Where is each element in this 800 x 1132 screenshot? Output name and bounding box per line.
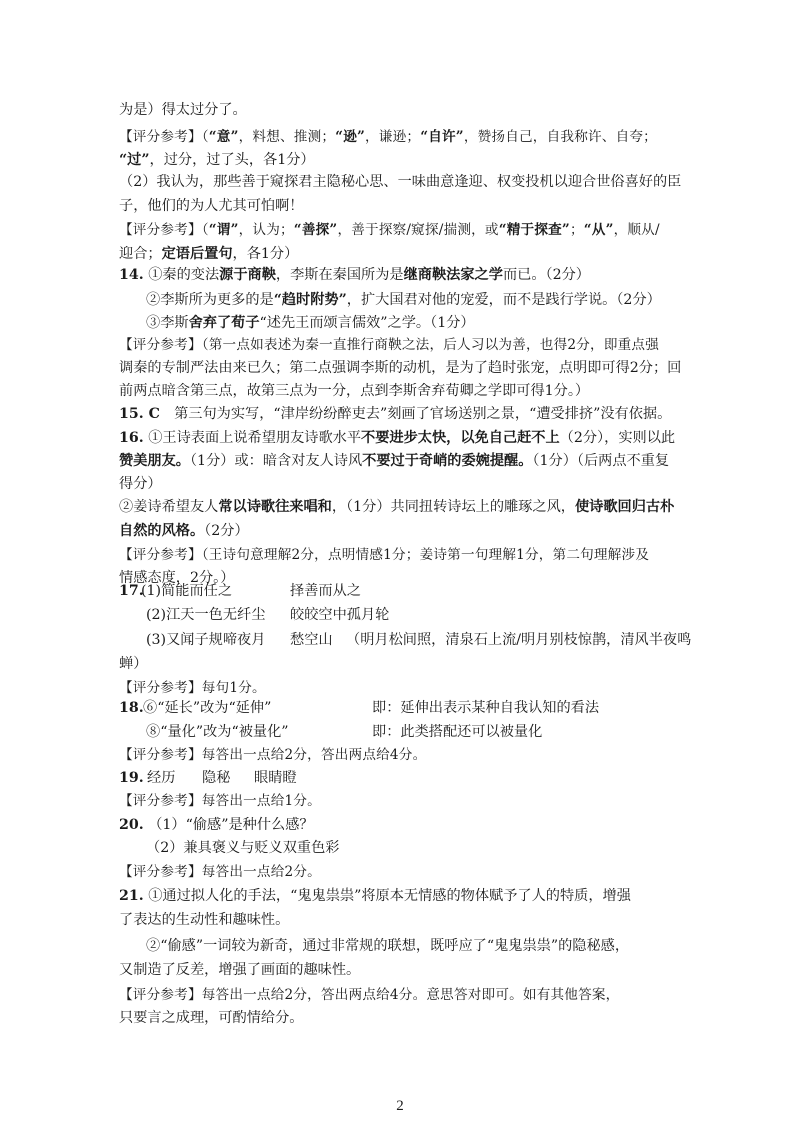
text-line bbox=[119, 497, 674, 517]
text-line bbox=[119, 910, 289, 930]
text-segment: 【评分参考】每答出一点给2分。 bbox=[119, 864, 321, 880]
text-segment: ，顺从/ bbox=[613, 222, 660, 238]
text-segment: 第三句为实写，“津岸纷纷醉吏去”刻画了官场送别之景，“遭受排挤”没有依据。 bbox=[159, 406, 672, 422]
text-segment: ②姜诗希望友人 bbox=[119, 499, 219, 515]
q17-r1-a: (1)简能而任之 bbox=[141, 583, 233, 599]
text-segment: 前两点暗含第三点，故第三点为一分，点到李斯舍弃荀卿之学即可得1分。） bbox=[119, 383, 590, 399]
bold-text-segment: 使诗歌回归古朴 bbox=[574, 499, 675, 515]
text-segment: ，料想、推测； bbox=[238, 129, 336, 145]
text-segment: 迎合； bbox=[119, 246, 162, 262]
text-line bbox=[119, 404, 671, 424]
bold-text-segment: “过” bbox=[119, 152, 150, 168]
text-line bbox=[146, 838, 339, 858]
text-segment: ，谦逊； bbox=[365, 129, 421, 145]
q19-word-2: 隐秘 bbox=[202, 770, 231, 786]
text-segment: 又制造了反差，增强了画面的趣味性。 bbox=[119, 962, 361, 978]
bold-text-segment: “精于探查” bbox=[498, 222, 570, 238]
bold-text-segment: “意” bbox=[208, 129, 239, 145]
page-number: 2 bbox=[396, 1098, 404, 1114]
q19-word-3: 眼睛瞪 bbox=[254, 770, 297, 786]
text-line bbox=[119, 220, 660, 240]
bold-text-segment: 20. bbox=[119, 817, 144, 833]
q18-r1-b: 即：延伸出表示某种自我认知的看法 bbox=[372, 700, 600, 716]
text-line bbox=[119, 745, 426, 765]
text-segment: 【评分参考】（王诗句意理解2分，点明情感1分；姜诗第一句理解1分，第二句理解涉及 bbox=[119, 547, 650, 563]
text-segment: ，赞扬自己，自我称许、自夸； bbox=[463, 129, 657, 145]
bold-text-segment: “善探” bbox=[293, 222, 338, 238]
text-segment: 而已。（2分） bbox=[502, 267, 590, 283]
text-segment: （2）我认为，那些善于窥探君主隐秘心思、一味曲意逢迎、权变投机以迎合世俗喜好的臣 bbox=[119, 174, 682, 190]
bold-text-segment: 14. bbox=[119, 267, 144, 283]
text-segment: ①秦的变法 bbox=[143, 267, 220, 283]
text-segment: ，认为； bbox=[238, 222, 294, 238]
q18-r1-a: ⑥“延长”改为“延伸” bbox=[143, 700, 272, 716]
bold-text-segment: “逊” bbox=[335, 129, 366, 145]
bold-text-segment: “从” bbox=[583, 222, 614, 238]
text-segment: ①王诗表面上说希望朋友诗歌水平 bbox=[143, 430, 362, 446]
bold-text-segment: 自然的风格。 bbox=[119, 523, 205, 539]
q17-r3-a: (3)又闻子规啼夜月 bbox=[146, 632, 266, 648]
bold-text-segment: 定语后置句 bbox=[161, 246, 233, 262]
bold-text-segment: 21. bbox=[119, 888, 144, 904]
text-line bbox=[119, 150, 315, 170]
text-line bbox=[119, 335, 659, 355]
bold-text-segment: 常以诗歌往来唱和 bbox=[218, 499, 332, 515]
text-line bbox=[119, 886, 631, 906]
text-segment: 为是）得太过分了。 bbox=[119, 102, 247, 118]
text-line bbox=[119, 678, 266, 698]
text-line bbox=[119, 654, 147, 674]
q17-r2-a: (2)江天一色无纤尘 bbox=[146, 607, 266, 623]
bold-text-segment: 源于商鞅 bbox=[219, 267, 276, 283]
text-segment: （2分） bbox=[204, 523, 249, 539]
text-segment: ，过分，过了头，各1分） bbox=[149, 152, 315, 168]
text-line bbox=[119, 791, 321, 811]
text-segment: （1分）（后两点不重复 bbox=[532, 453, 670, 469]
text-line bbox=[119, 545, 649, 565]
q17-r3-c: （明月松间照，清泉石上流/明月别枝惊鹊，清风半夜鸣 bbox=[346, 632, 692, 648]
text-segment: （2分），实则以此 bbox=[559, 430, 676, 446]
text-line bbox=[119, 381, 589, 401]
text-segment: 【评分参考】每答出一点给2分，答出两点给4分。意思答对即可。如有其他答案， bbox=[119, 987, 620, 1003]
text-segment: 得分） bbox=[119, 476, 162, 492]
text-segment: ，扩大国君对他的宠爱，而不是践行学说。（2分） bbox=[346, 292, 661, 308]
text-line bbox=[119, 960, 360, 980]
text-line bbox=[119, 100, 247, 120]
text-segment: 子，他们的为人尤其可怕啊！ bbox=[119, 198, 304, 214]
text-line bbox=[119, 815, 314, 835]
text-segment: （2）兼具褒义与贬义双重色彩 bbox=[146, 840, 340, 856]
text-segment: ，（1分）共同扭转诗坛上的雕琢之风， bbox=[331, 499, 575, 515]
text-line bbox=[146, 936, 629, 956]
q18-number: 18. bbox=[119, 700, 144, 716]
text-segment: 蝉） bbox=[119, 656, 148, 672]
text-segment: （1）“偷感”是种什么感？ bbox=[143, 817, 314, 833]
bold-text-segment: 赞美朋友。 bbox=[119, 453, 190, 469]
text-segment: ； bbox=[569, 222, 584, 238]
text-segment: 【评分参考】每答出一点给1分。 bbox=[119, 793, 321, 809]
bold-text-segment: “趋时附势” bbox=[273, 292, 347, 308]
text-line bbox=[119, 358, 681, 378]
text-segment: ，李斯在秦国所为是 bbox=[275, 267, 404, 283]
text-segment: ②李斯所为更多的是 bbox=[146, 292, 274, 308]
bold-text-segment: 继商鞅法家之学 bbox=[403, 267, 503, 283]
bold-text-segment: 16. bbox=[119, 430, 144, 446]
text-segment: 【评分参考】（第一点如表述为秦一直推行商鞅之法，后人习以为善，也得2分，即重点强 bbox=[119, 337, 660, 353]
q17-r3-b: 愁空山 bbox=[290, 632, 333, 648]
q18-r2-a: ⑧“量化”改为“被量化” bbox=[146, 724, 289, 740]
text-segment: ①通过拟人化的手法，“鬼鬼祟祟”将原本无情感的物体赋予了人的特质，增强 bbox=[143, 888, 631, 904]
text-line bbox=[119, 521, 249, 541]
q19-number: 19. bbox=[119, 770, 144, 786]
q17-number: 17. bbox=[119, 583, 144, 599]
text-line bbox=[119, 244, 298, 264]
bold-text-segment: 舍弃了荀子 bbox=[188, 315, 260, 331]
text-line bbox=[119, 428, 675, 448]
text-segment: 【评分参考】（ bbox=[119, 129, 209, 145]
q18-r2-b: 即：此类搭配还可以被量化 bbox=[372, 724, 543, 740]
text-line bbox=[119, 1008, 303, 1028]
text-segment: “述先王而颂言儒效”之学。（1分） bbox=[259, 315, 475, 331]
text-segment: 情感态度，2分。） bbox=[119, 570, 235, 586]
text-segment: ，善于探察/窥探/揣测，或 bbox=[337, 222, 499, 238]
text-segment: 调秦的专制严法由来已久；第二点强调李斯的动机，是为了趋时张宠，点明即可得2分；回 bbox=[119, 360, 682, 376]
text-segment: ③李斯 bbox=[146, 315, 189, 331]
bold-text-segment: 不要进步太快，以免自己赶不上 bbox=[361, 430, 560, 446]
q17-r2-b: 皎皎空中孤月轮 bbox=[290, 607, 390, 623]
bold-text-segment: 不要过于奇峭的委婉提醒。 bbox=[362, 453, 533, 469]
text-segment: 【评分参考】每句1分。 bbox=[119, 680, 266, 696]
text-line bbox=[119, 985, 619, 1005]
text-line bbox=[146, 313, 475, 333]
text-segment: 了表达的生动性和趣味性。 bbox=[119, 912, 290, 928]
text-line bbox=[119, 474, 162, 494]
text-line bbox=[119, 172, 681, 192]
text-segment: 只要言之成理，可酌情给分。 bbox=[119, 1010, 304, 1026]
text-segment: 【评分参考】每答出一点给2分，答出两点给4分。 bbox=[119, 747, 427, 763]
text-segment: ，各1分） bbox=[232, 246, 299, 262]
text-line bbox=[119, 265, 590, 285]
text-segment: （1分）或：暗含对友人诗风 bbox=[189, 453, 363, 469]
text-line bbox=[119, 451, 669, 471]
text-line bbox=[119, 127, 657, 147]
bold-text-segment: “谓” bbox=[208, 222, 239, 238]
text-line bbox=[146, 290, 661, 310]
text-line bbox=[119, 196, 303, 216]
bold-text-segment: “自许” bbox=[420, 129, 464, 145]
q19-word-1: 经历 bbox=[147, 770, 176, 786]
text-segment: ②“偷感”一词较为新奇，通过非常规的联想，既呼应了“鬼鬼祟祟”的隐秘感， bbox=[146, 938, 630, 954]
text-segment: 【评分参考】（ bbox=[119, 222, 209, 238]
q17-r1-b: 择善而从之 bbox=[290, 583, 361, 599]
bold-text-segment: 15. C bbox=[119, 406, 160, 422]
text-line bbox=[119, 862, 321, 882]
